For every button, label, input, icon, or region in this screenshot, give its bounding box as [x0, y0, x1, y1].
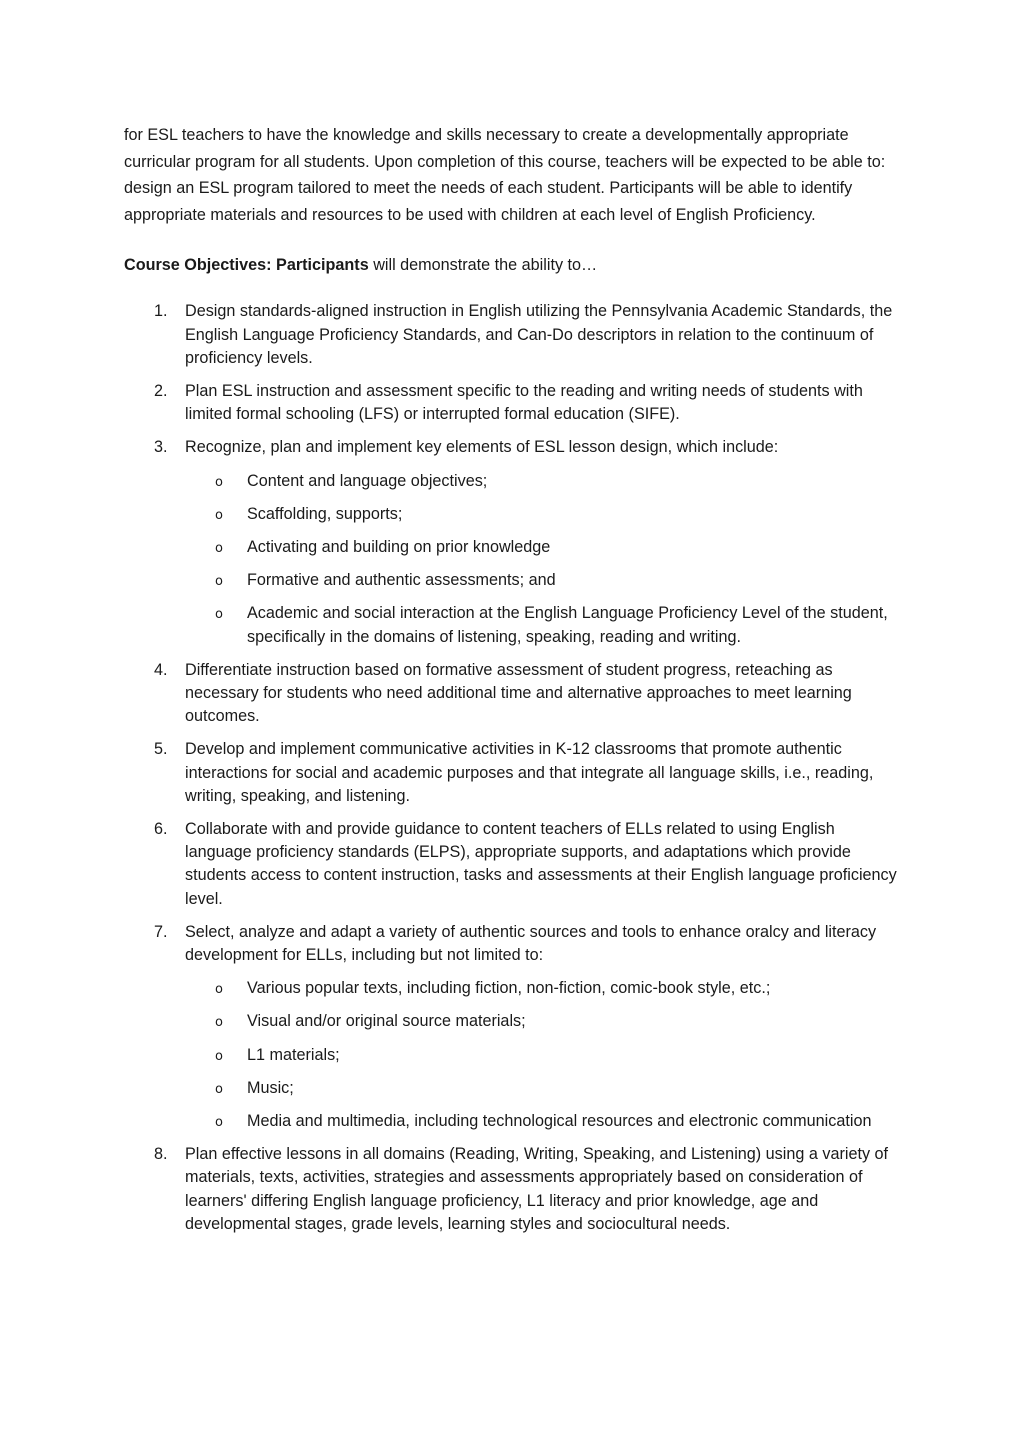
sub-list-text: Music; — [247, 1078, 294, 1097]
sub-list-text: Media and multimedia, including technological resources and electronic communication — [247, 1112, 872, 1131]
sub-list — [185, 470, 902, 649]
objective-item — [124, 738, 902, 808]
circle-bullet-icon: o — [215, 1048, 223, 1064]
circle-bullet-icon: o — [215, 474, 223, 490]
intro-paragraph: for ESL teachers to have the knowledge and skills necessary to create a developmentally appropriate curricular program for all students. Upon completion of this course, teachers will be expected to be able to: design an ESL program tailored to meet the needs of each student. Participants will be able to identify appropriate materials and resources to be used with children at each level of English Proficiency. — [124, 126, 886, 224]
objectives-heading — [124, 252, 902, 278]
circle-bullet-icon: o — [215, 574, 223, 590]
circle-bullet-icon: o — [215, 541, 223, 556]
sub-list-item — [185, 1110, 902, 1133]
circle-bullet-icon: o — [215, 1115, 223, 1131]
objective-number: 7. — [154, 922, 168, 941]
objective-number: 5. — [154, 740, 168, 759]
objective-item — [124, 818, 902, 911]
objective-text: Plan effective lessons in all domains (Reading, Writing, Speaking, and Listening) using a variety of materials, texts, activities, strategies and assessments appropriately based on consideration of learners' differing English language proficiency, L1 literacy and prior knowledge, age and developmental stages, grade levels, learning styles and sociocultural needs. — [185, 1145, 889, 1233]
sub-list — [185, 977, 902, 1133]
objective-text: Recognize, plan and implement key elements of ESL lesson design, which include: — [185, 438, 779, 457]
sub-list-item — [185, 470, 902, 493]
sub-list-item — [185, 569, 902, 592]
sub-list-item — [185, 977, 902, 1000]
sub-list-text: Visual and/or original source materials; — [247, 1012, 526, 1031]
objective-text: Differentiate instruction based on formative assessment of student progress, reteaching as necessary for students who need additional time and alternative approaches to meet learning outcomes. — [185, 660, 852, 726]
sub-list-text: Scaffolding, supports; — [247, 504, 403, 523]
circle-bullet-icon: o — [215, 507, 223, 523]
sub-list-text: Activating and building on prior knowledge — [247, 538, 551, 556]
objective-number: 4. — [154, 660, 168, 679]
objective-item — [124, 659, 902, 729]
sub-list-item — [185, 1077, 902, 1100]
sub-list-item — [185, 1010, 902, 1033]
objective-text: Plan ESL instruction and assessment specific to the reading and writing needs of students with limited formal schooling (LFS) or interrupted formal education (SIFE). — [185, 381, 863, 424]
sub-list-item — [185, 536, 902, 559]
objectives-heading-rest: will demonstrate the ability to… — [368, 256, 598, 275]
sub-list-text: L1 materials; — [247, 1045, 340, 1064]
objective-item — [124, 380, 902, 426]
objectives-list — [124, 300, 902, 1236]
sub-list-item — [185, 1044, 902, 1067]
sub-list-text: Content and language objectives; — [247, 471, 488, 490]
sub-list-item — [185, 602, 902, 648]
objective-text: Select, analyze and adapt a variety of authentic sources and tools to enhance oralcy and literacy development for ELLs, including but not limited to: — [185, 922, 877, 965]
circle-bullet-icon: o — [215, 1015, 223, 1031]
sub-list-text: Various popular texts, including fiction, non-fiction, comic-book style, etc.; — [247, 979, 771, 998]
circle-bullet-icon: o — [215, 982, 223, 998]
circle-bullet-icon: o — [215, 1081, 223, 1097]
objective-item — [124, 1143, 902, 1236]
document-page — [124, 122, 902, 1246]
objective-number: 6. — [154, 820, 168, 839]
objective-number: 2. — [154, 381, 168, 400]
objective-text: Design standards-aligned instruction in English utilizing the Pennsylvania Academic Standards, the English Language Proficiency Standards, and Can-Do descriptors in relation to the continuum of proficiency levels. — [185, 302, 893, 367]
circle-bullet-icon: o — [215, 607, 223, 623]
objective-item — [124, 436, 902, 648]
objective-text: Develop and implement communicative activities in K-12 classrooms that promote authentic interactions for social and academic purposes and that integrate all language skills, i.e., reading, writing, speaking, and listening. — [185, 740, 874, 805]
objective-text: Collaborate with and provide guidance to content teachers of ELLs related to using English language proficiency standards (ELPS), appropriate supports, and adaptations which provide students access to content instruction, tasks and assessments at their English language proficiency level. — [185, 820, 897, 908]
objective-item — [124, 921, 902, 1133]
sub-list-text: Academic and social interaction at the English Language Proficiency Level of the student, specifically in the domains of listening, speaking, reading and writing. — [247, 604, 888, 646]
sub-list-item — [185, 503, 902, 526]
objective-number: 8. — [154, 1145, 168, 1164]
objective-number: 3. — [154, 438, 168, 457]
objective-item — [124, 300, 902, 370]
sub-list-text: Formative and authentic assessments; and — [247, 571, 556, 590]
objective-number: 1. — [154, 302, 168, 321]
objectives-heading-bold: Course Objectives: Participants — [124, 256, 369, 275]
